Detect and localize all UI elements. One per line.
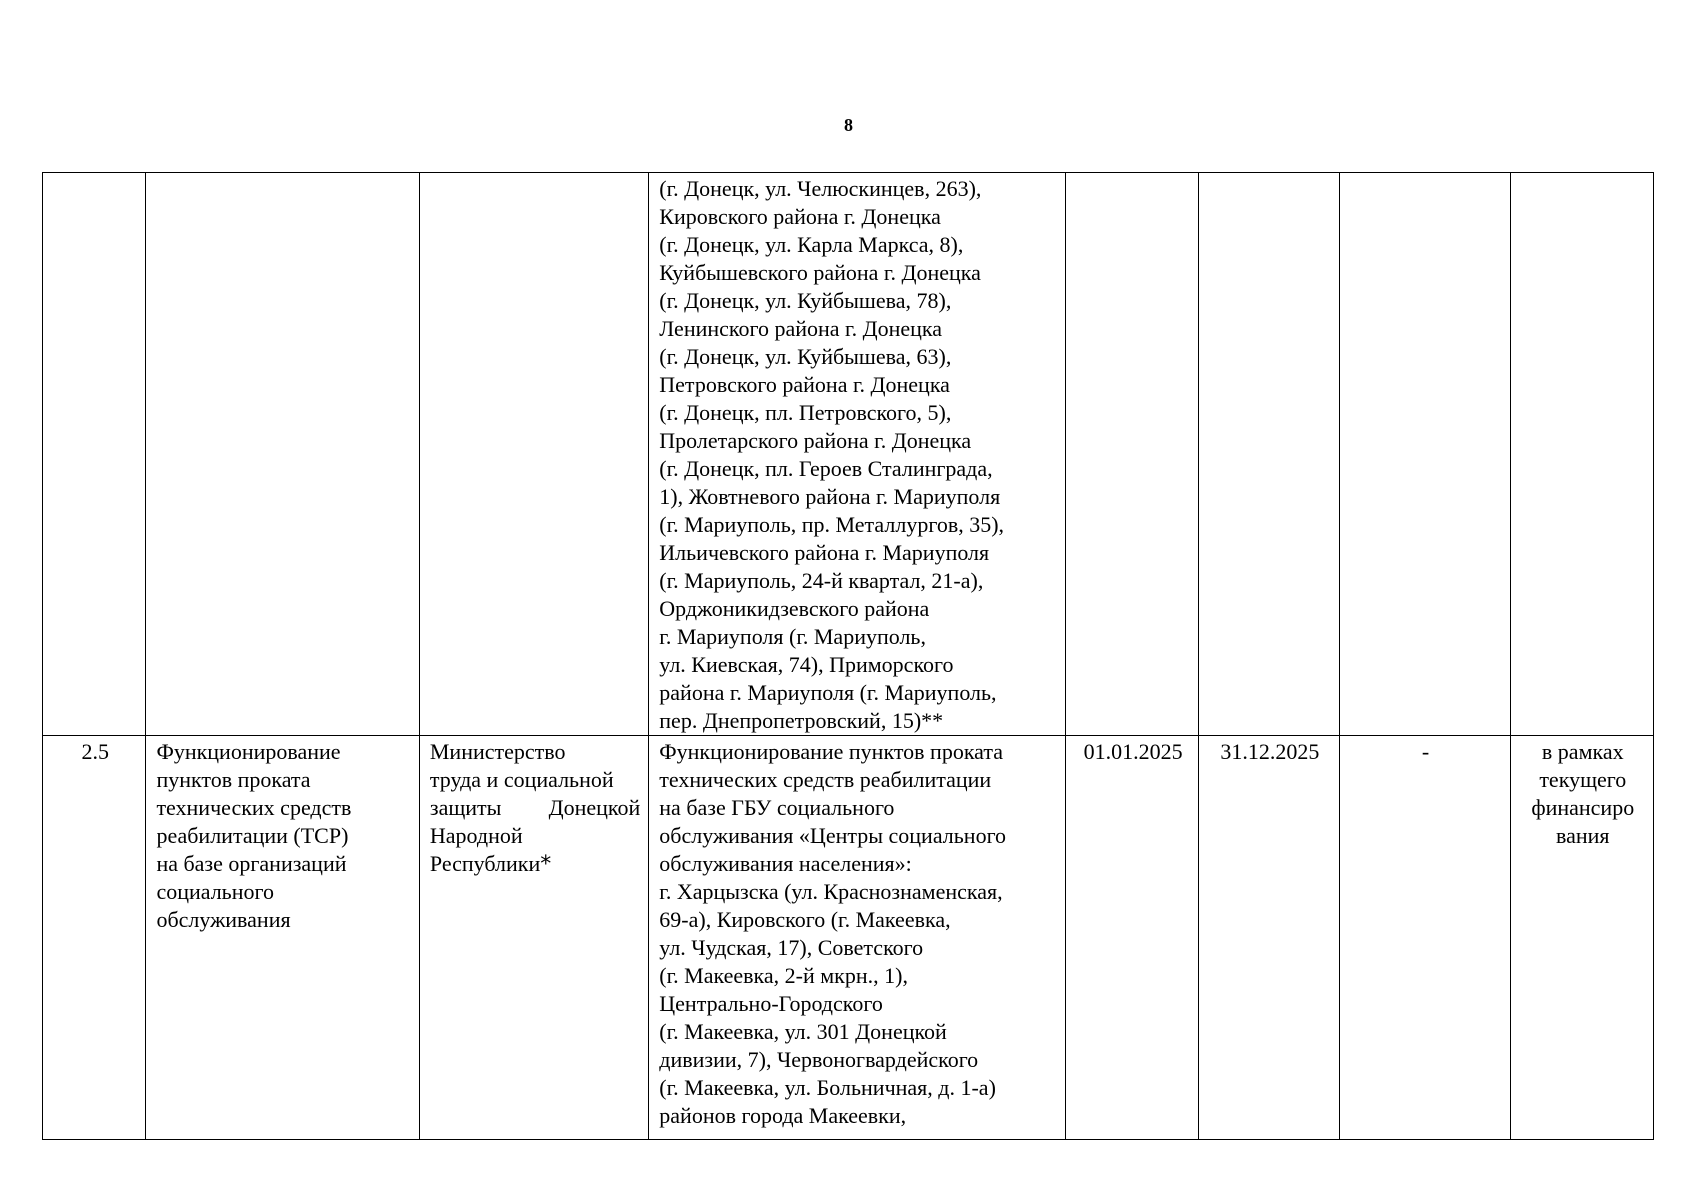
description-line: Куйбышевского района г. Донецка <box>659 260 981 285</box>
description-line: Функционирование пунктов проката <box>659 739 1004 764</box>
description-line: г. Мариуполя (г. Мариуполь, <box>659 624 926 649</box>
description-line: Орджоникидзевского района <box>659 596 930 621</box>
responsible-word: защиты <box>429 795 502 820</box>
activities-table <box>42 172 1654 1140</box>
activity-line: реабилитации (ТСР) <box>156 823 349 848</box>
funding-line: текущего <box>1539 767 1627 792</box>
cell-start-date: 01.01.2025 <box>1066 736 1199 1140</box>
description-line: дивизии, 7), Червоногвардейского <box>659 1047 979 1072</box>
cell-funding <box>1510 736 1653 1140</box>
description-line: (г. Донецк, ул. Куйбышева, 78), <box>659 288 952 313</box>
description-line: обслуживания населения»: <box>659 851 912 876</box>
funding-line: финансиро <box>1531 795 1635 820</box>
responsible-text: Республики <box>429 851 541 876</box>
description-line: (г. Макеевка, ул. 301 Донецкой <box>659 1019 947 1044</box>
description-line: районов города Макеевки, <box>659 1103 907 1128</box>
description-line: пер. Днепропетровский, 15)** <box>659 708 944 733</box>
description-line: (г. Мариуполь, пр. Металлургов, 35), <box>659 512 1005 537</box>
cell-amount: - <box>1339 736 1510 1140</box>
cell-amount <box>1339 173 1510 736</box>
cell-activity <box>146 736 419 1140</box>
description-line: (г. Донецк, пл. Петровского, 5), <box>659 400 952 425</box>
responsible-word: Донецкой <box>548 795 641 820</box>
description-line: (г. Донецк, ул. Челюскинцев, 263), <box>659 176 982 201</box>
description-line: г. Харцызска (ул. Краснознаменская, <box>659 879 1003 904</box>
funding-line: в рамках <box>1541 739 1624 764</box>
description-line: Ленинского района г. Донецка <box>659 316 943 341</box>
responsible-line <box>430 850 640 879</box>
description-line: на базе ГБУ социального <box>659 795 895 820</box>
description-line: 1), Жовтневого района г. Мариуполя <box>659 484 1001 509</box>
activity-line: Функционирование <box>156 739 341 764</box>
description-line: (г. Донецк, пл. Героев Сталинграда, <box>659 456 993 481</box>
cell-description <box>649 736 1066 1140</box>
page-number: 8 <box>844 115 853 135</box>
description-line: Петровского района г. Донецка <box>659 372 950 397</box>
description-line: ул. Киевская, 74), Приморского <box>659 652 954 677</box>
cell-responsible <box>419 736 648 1140</box>
footnote-mark: * <box>540 852 552 877</box>
cell-responsible <box>419 173 648 736</box>
description-line: ул. Чудская, 17), Советского <box>659 935 924 960</box>
description-line: (г. Донецк, ул. Куйбышева, 63), <box>659 344 952 369</box>
funding-line: вания <box>1556 823 1610 848</box>
description-line: Кировского района г. Донецка <box>659 204 941 229</box>
cell-description <box>649 173 1066 736</box>
cell-funding <box>1510 173 1653 736</box>
cell-number: 2.5 <box>43 736 146 1140</box>
cell-number <box>43 173 146 736</box>
activity-line: технических средств <box>156 795 352 820</box>
cell-end-date <box>1199 173 1339 736</box>
table-row-2-5 <box>43 736 1654 1140</box>
description-line: района г. Мариуполя (г. Мариуполь, <box>659 680 997 705</box>
activity-line: на базе организаций <box>156 851 347 876</box>
responsible-line <box>430 794 640 822</box>
responsible-line: Народной <box>429 823 523 848</box>
activity-line: пунктов проката <box>156 767 311 792</box>
description-line: обслуживания «Центры социального <box>659 823 1007 848</box>
description-line: Ильичевского района г. Мариуполя <box>659 540 990 565</box>
description-line: технических средств реабилитации <box>659 767 992 792</box>
responsible-line: труда и социальной <box>429 767 614 792</box>
description-line: (г. Макеевка, ул. Больничная, д. 1-а) <box>659 1075 996 1100</box>
description-line: Пролетарского района г. Донецка <box>659 428 972 453</box>
activity-line: обслуживания <box>156 907 291 932</box>
description-line: (г. Мариуполь, 24-й квартал, 21-а), <box>659 568 984 593</box>
description-line: Центрально-Городского <box>659 991 883 1016</box>
cell-activity <box>146 173 419 736</box>
description-line: (г. Донецк, ул. Карла Маркса, 8), <box>659 232 964 257</box>
cell-end-date: 31.12.2025 <box>1199 736 1339 1140</box>
description-line: (г. Макеевка, 2-й мкрн., 1), <box>659 963 908 988</box>
table-row-continuation <box>43 173 1654 736</box>
responsible-line: Министерство <box>429 739 566 764</box>
cell-start-date <box>1066 173 1199 736</box>
activity-line: социального <box>156 879 274 904</box>
description-line: 69-а), Кировского (г. Макеевка, <box>659 907 951 932</box>
